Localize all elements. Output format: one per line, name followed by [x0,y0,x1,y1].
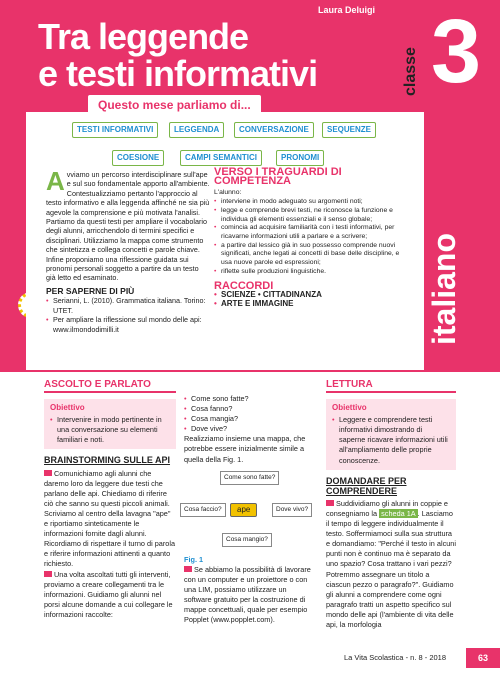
competenza-item: • comincia ad acquisire familiarità con i testi informativi, per ricavarne informazioni utili a parlare e a scrivere; [214,224,404,241]
map-node-right: Dove vivo? [272,503,312,517]
competenze-lead: L'alunno: [214,189,242,197]
middle-paragraph: Se abbiamo la possibilità di lavorare con un computer e un proiettore o con una LIM, possiamo utilizzare un software gratuito per la costruzione di mappe concettuali, quale per esempio Popplet (www.popplet.com). [184,564,311,625]
ascolto-objective [44,399,176,449]
tag-sequenze: SEQUENZE [322,122,376,138]
domandare-heading: DOMANDARE PER COMPRENDERE [326,475,407,496]
tag-leggenda: LEGGENDA [169,122,224,138]
tag-conversazione: CONVERSAZIONE [234,122,314,138]
page-number: 63 [466,648,500,668]
question-item: • Cosa mangia? [184,414,316,424]
subject-label: italiano [426,232,462,345]
objective-label: Obiettivo [50,403,85,413]
title-line-1: Tra leggende [38,16,249,57]
map-node-bottom: Cosa mangio? [222,533,272,547]
more-heading: PER SAPERNE DI PIÙ [46,285,135,296]
competenze-column [214,168,404,309]
map-node-center: ape [230,503,257,517]
middle-paragraph: Realizziamo insieme una mappa, che potrebbe essere inizialmente simile a quella della Fig. 1. [184,434,306,464]
scheda-highlight: scheda 1A [381,508,416,518]
objective-text: • Intervenire in modo pertinente in una conversazione su elementi familiari e noti. [50,415,170,445]
reference-item: • Serianni, L. (2010). Grammatica italiana. Torino: UTET. [46,296,210,315]
tag-coesione: COESIONE [112,150,164,166]
objective-label: Obiettivo [332,403,367,413]
lettura-column [326,380,456,630]
tag-campi-semantici: CAMPI SEMANTICI [180,150,262,166]
intro-text: vviamo un percorso interdisciplinare sull'ape e sul suo fondamentale apporto all'ambiente. Contestualizziamo pertanto l'approccio al testo informativo e alla leggenda affinché ne sia più agevole la comprensione e più motivata l'analisi. Partiamo da questi testi per ampliare il vocabolario degli alunni, arricchendolo di termini specifici e disciplinari. Utilizziamo la mappa come strumento che sintetizza e collega concetti e parole chiave. Infine proponiamo una riflessione guidata sui pronomi personali soggetto a partire da un testo già letto ed esaminato. [46,170,210,283]
ascolto-heading: ASCOLTO E PARLATO [44,380,176,393]
section-subtitle: Questo mese parliamo di... [88,95,261,115]
ascolto-column [44,380,176,620]
middle-column [184,394,316,625]
raccordo-item: • SCIENZE • CITTADINANZA [214,291,404,300]
raccordi-heading: RACCORDI [214,280,274,293]
footer-magazine: La Vita Scolastica - n. 8 - 2018 [344,653,447,662]
concept-map [180,471,330,549]
class-number: 3 [430,2,482,102]
question-item: • Dove vive? [184,424,316,434]
lettura-paragraph: Suddividiamo gli alunni in coppie e consegniamo la scheda 1A . Lasciamo il tempo di leggere individualmente il testo. Soffermiamoci sulla sua struttura e domandiamo: "Perché il testo in alcuni punti non è continuo ma è separato da uno spazio? Cosa trattano i vari pezzi? Potremmo assegnare un titolo a ciascun pezzo o paragrafo?". Guidiamo gli alunni a comprendere come ogni paragrafo tratti un aspetto specifico sul mondo delle api (l'ambiente di vita delle api, la morfologia [326,498,456,629]
competenza-item: • a partire dal lessico già in suo possesso comprende nuovi significati, anche legati ai concetti di base delle discipline, e usa nuove parole ed espressioni; [214,242,404,268]
competenze-heading: VERSO I TRAGUARDI DI COMPETENZA [214,166,342,187]
reference-item: • Per ampliare la riflessione sul mondo delle api: www.ilmondodimilli.it [46,315,210,334]
brainstorming-heading: BRAINSTORMING SULLE API [44,455,171,466]
question-item: • Cosa fanno? [184,404,316,414]
ascolto-paragraph: Una volta ascoltati tutti gli interventi, proviamo a creare collegamenti tra le informazioni. Guidiamo gli alunni nel porsi alcune domande a cui collegare le informazioni raccolte: [44,569,173,619]
objective-text: • Leggere e comprendere testi informativi dimostrando di saperne ricavare informazioni utili all'ampliamento delle proprie conoscenze. [332,415,450,465]
lettura-objective [326,399,456,470]
author-name: Laura Deluigi [318,5,376,15]
intro-column [46,166,210,334]
map-node-top: Come sono fatte? [220,471,279,485]
lettura-heading: LETTURA [326,380,456,393]
question-item: • Come sono fatte? [184,394,316,404]
competenza-item: • legge e comprende brevi testi, ne riconosce la funzione e individua gli elementi essenziali e il senso globale; [214,207,404,224]
page-title [38,18,338,92]
dropcap: A [46,166,65,196]
competenza-item: • interviene in modo adeguato su argomenti noti; [214,198,404,207]
figure-label: Fig. 1 [184,554,204,564]
class-label: classe [402,47,419,96]
title-line-2: e testi informativi [38,53,318,94]
map-node-left: Cosa faccio? [180,503,226,517]
raccordo-item: • ARTE E IMMAGINE [214,300,404,309]
tag-pronomi: PRONOMI [276,150,324,166]
tag-testi-informativi: TESTI INFORMATIVI [72,122,158,138]
ascolto-paragraph: Comunichiamo agli alunni che daremo loro da leggere due testi che parlano delle api. Chiediamo di riferire ciò che sanno su questi piccoli animali. Scriviamo al centro della lavagna "ape" e riportiamo sinteticamente le informazioni fornite dagli alunni. Ricordiamo di rispettare il turno di parola e riferire informazioni attinenti a quanto richiesto. [44,468,175,569]
competenza-item: • riflette sulle produzioni linguistiche. [214,268,404,277]
